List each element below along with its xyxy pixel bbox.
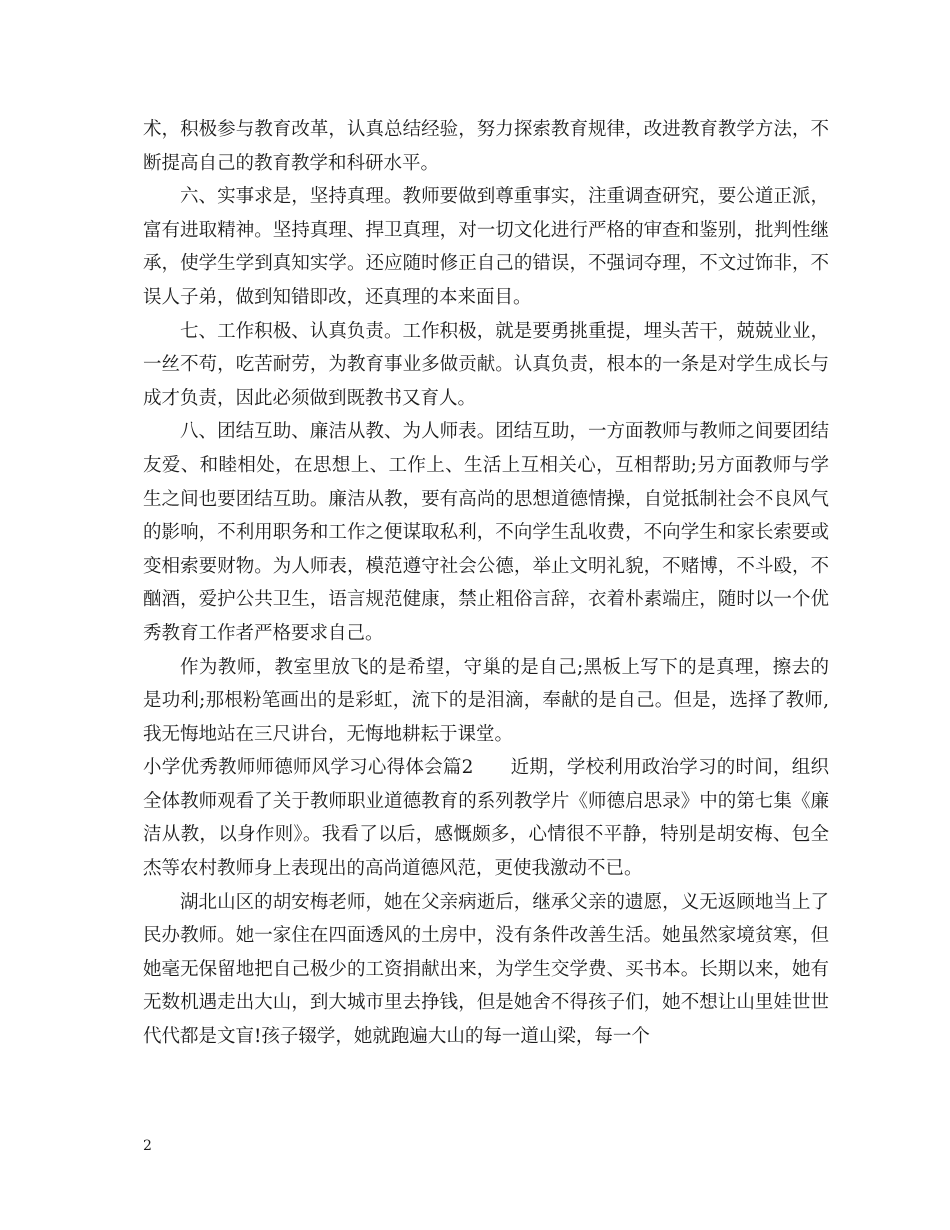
paragraph-continuation: 术，积极参与教育改革，认真总结经验，努力探索教育规律，改进教育教学方法，不断提高自己的教育教学和科研水平。 bbox=[143, 119, 829, 174]
section-title: 小学优秀教师师德师风学习心得体会篇2 bbox=[143, 757, 474, 779]
section-heading-paragraph bbox=[143, 751, 829, 885]
paragraph-seek-truth: 六、实事求是，坚持真理。教师要做到尊重事实，注重调查研究，要公道正派，富有进取精神。坚持真理、捍卫真理，对一切文化进行严格的审查和鉴别，批判性继承，使学生学到真知实学。还应随时修正自己的错误，不强词夺理，不文过饰非，不误人子弟，做到知错即改，还真理的本来面目。 bbox=[143, 186, 829, 308]
paragraph-work-responsibly: 七、工作积极、认真负责。工作积极，就是要勇挑重提，埋头苦干，兢兢业业，一丝不苟，吃苦耐劳，为教育事业多做贡献。认真负责，根本的一条是对学生成长与成才负责，因此必须做到既教书又育人。 bbox=[143, 320, 829, 409]
paragraph-unity-integrity: 八、团结互助、廉洁从教、为人师表。团结互助，一方面教师与教师之间要团结友爱、和睦相处，在思想上、工作上、生活上互相关心，互相帮助;另方面教师与学生之间也要团结互助。廉洁从教，要有高尚的思想道德情操，自觉抵制社会不良风气的影响，不利用职务和工作之便谋取私利，不向学生乱收费，不向学生和家长索要或变相索要财物。为人师表，模范遵守社会公德，举止文明礼貌，不赌博，不斗殴，不酗酒，爱护公共卫生，语言规范健康，禁止粗俗言辞，衣着朴素端庄，随时以一个优秀教育工作者严格要求自己。 bbox=[143, 421, 829, 644]
paragraph-hu-anmei: 湖北山区的胡安梅老师，她在父亲病逝后，继承父亲的遗愿，义无返顾地当上了民办教师。她一家住在四面透风的土房中，没有条件改善生活。她虽然家境贫寒，但她毫无保留地把自己极少的工资捐献出来，为学生交学费、买书本。长期以来，她有无数机遇走出大山，到大城市里去挣钱，但是她舍不得孩子们，她不想让山里娃世世代代都是文盲!孩子辍学，她就跑遍大山的每一道山梁，每一个 bbox=[143, 891, 829, 1048]
section-intro-text: 近期，学校利用政治学习的时间，组织全体教师观看了关于教师职业道德教育的系列教学片《师德启思录》中的第七集《廉洁从教，以身作则》。我看了以后，感慨颇多，心情很不平静，特别是胡安梅、包全杰等农村教师身上表现出的高尚道德风范，更使我激动不已。 bbox=[143, 757, 829, 880]
page-number: 2 bbox=[143, 1138, 152, 1154]
document-body bbox=[143, 113, 829, 1054]
paragraph-as-teacher: 作为教师，教室里放飞的是希望，守巢的是自己;黑板上写下的是真理，擦去的是功利;那根粉笔画出的是彩虹，流下的是泪滴，奉献的是自己。但是，选择了教师,我无悔地站在三尺讲台，无悔地耕耘于课堂。 bbox=[143, 656, 829, 745]
